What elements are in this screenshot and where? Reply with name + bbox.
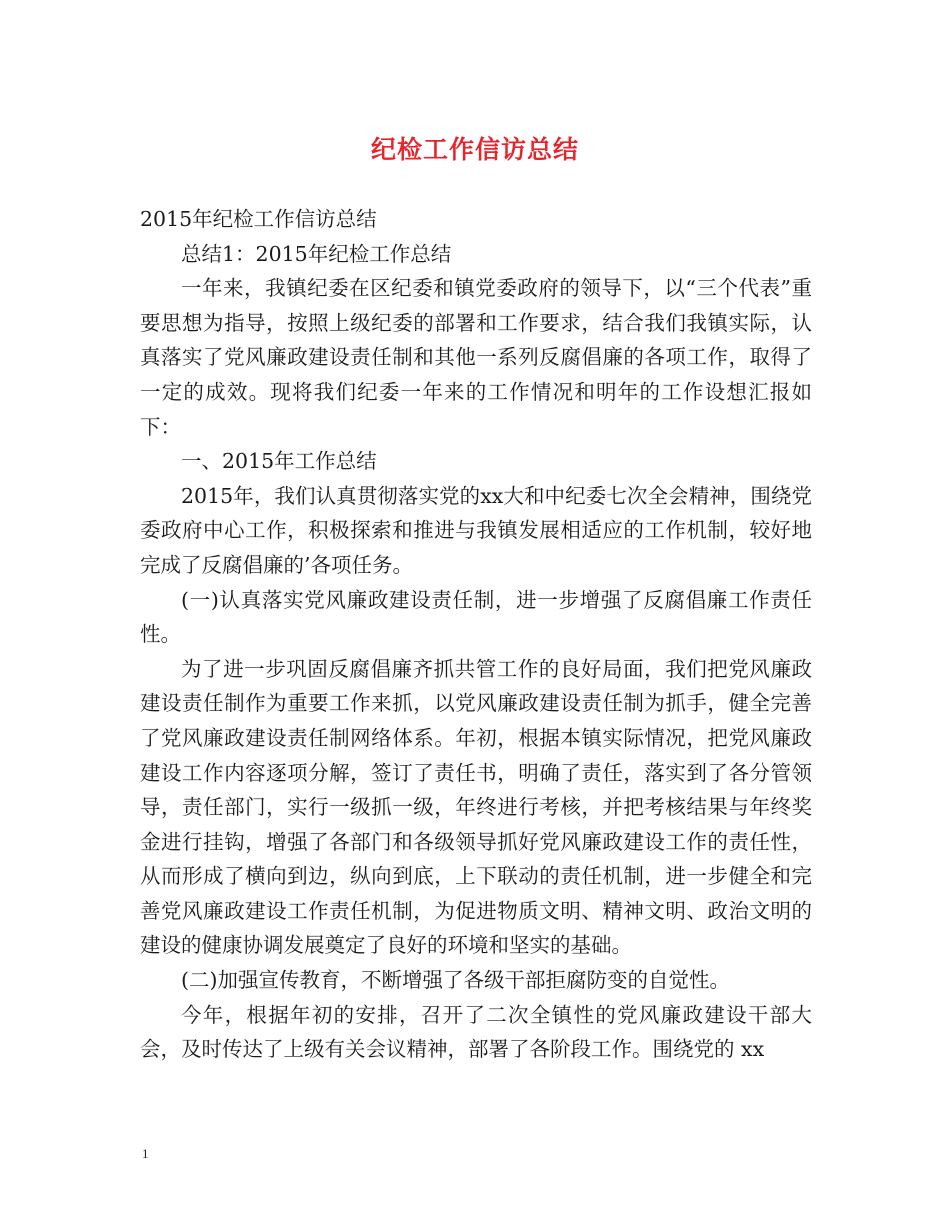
subsection-heading-1: (一)认真落实党风廉政建设责任制，进一步增强了反腐倡廉工作责任性。 <box>140 587 812 647</box>
document-body <box>140 202 812 1067</box>
paragraph-subsection-2: 今年，根据年初的安排，召开了二次全镇性的党风廉政建设干部大会，及时传达了上级有关会议精神，部署了各阶段工作。围绕党的 xx <box>140 1002 812 1062</box>
section-heading-1: 一、2015年工作总结 <box>181 449 377 474</box>
paragraph-subsection-1: 为了进一步巩固反腐倡廉齐抓共管工作的良好局面，我们把党风廉政建设责任制作为重要工作来抓，以党风廉政建设责任制为抓手，健全完善了党风廉政建设责任制网络体系。年初，根据本镇实际情况，把党风廉政建设工作内容逐项分解，签订了责任书，明确了责任，落实到了各分管领导，责任部门，实行一级抓一级，年终进行考核，并把考核结果与年终奖金进行挂钩，增强了各部门和各级领导抓好党风廉政建设工作的责任性，从而形成了横向到边，纵向到底，上下联动的责任机制，进一步健全和完善党风廉政建设工作责任机制，为促进物质文明、精神文明、政治文明的建设的健康协调发展奠定了良好的环境和坚实的基础。 <box>140 656 812 958</box>
paragraph-subheading: 总结1：2015年纪检工作总结 <box>181 241 452 266</box>
paragraph-section-1: 2015年，我们认真贯彻落实党的xx大和中纪委七次全会精神，围绕党委政府中心工作，积极探索和推进与我镇发展相适应的工作机制，较好地完成了反腐倡廉的’各项任务。 <box>140 483 812 577</box>
paragraph-intro: 一年来，我镇纪委在区纪委和镇党委政府的领导下，以“三个代表”重要思想为指导，按照上级纪委的部署和工作要求，结合我们我镇实际，认真落实了党风廉政建设责任制和其他一系列反腐倡廉的各项工作，取得了一定的成效。现将我们纪委一年来的工作情况和明年的工作设想汇报如下： <box>140 276 812 439</box>
paragraph-heading: 2015年纪检工作信访总结 <box>140 207 377 231</box>
document-title: 纪检工作信访总结 <box>370 135 579 164</box>
page-number: 1 <box>142 1146 149 1161</box>
subsection-heading-2: (二)加强宣传教育，不断增强了各级干部拒腐防变的自觉性。 <box>181 968 730 993</box>
